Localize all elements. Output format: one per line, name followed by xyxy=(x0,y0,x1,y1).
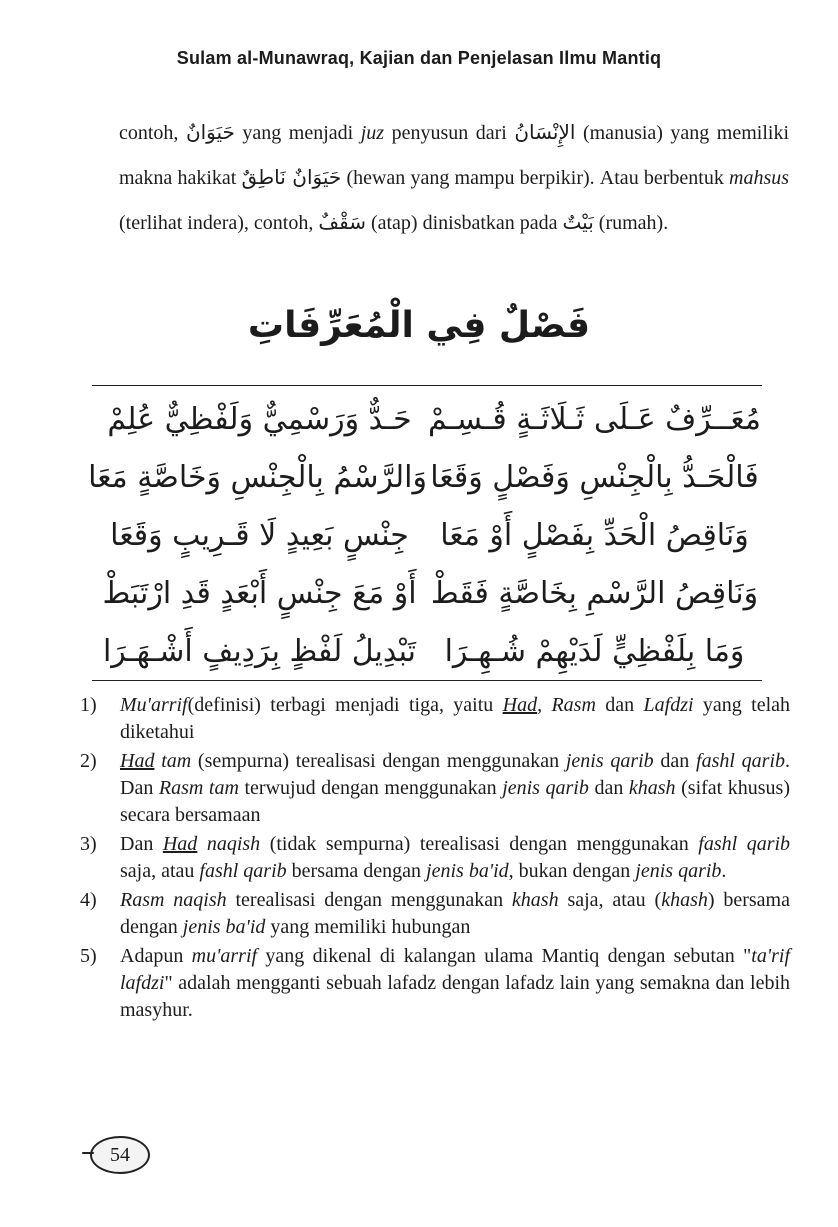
poem-verse xyxy=(92,564,762,622)
verse-right-hemistich: وَمَا بِلَفْظِيٍّ لَدَيْهِمْ شُـهِـرَا xyxy=(444,633,745,669)
italic-term: khash xyxy=(661,889,708,911)
explanation-list xyxy=(80,692,790,1026)
italic-term: Rasm naqish xyxy=(120,889,227,911)
intro-text: yang menjadi xyxy=(242,122,354,144)
poem-top-rule xyxy=(92,385,762,386)
text-run: Adapun xyxy=(120,945,184,967)
list-text xyxy=(120,692,790,746)
poem-bottom-rule xyxy=(92,680,762,681)
text-run: (sempurna) terealisasi dengan menggunakan xyxy=(197,750,560,772)
arabic-term: بَيْتٌ xyxy=(562,210,594,234)
verse-right-hemistich: وَنَاقِصُ الْحَدِّ بِفَصْلٍ أَوْ مَعَا xyxy=(440,517,749,553)
italic-term: fashl qarib xyxy=(698,833,791,855)
text-run: (sifat khusus) secara bersamaan xyxy=(120,777,791,826)
text-run: . xyxy=(721,860,727,882)
intro-text: (terlihat indera), contoh, xyxy=(119,212,314,234)
verse-left-hemistich: أَوْ مَعَ جِنْسٍ أَبْعَدٍ قَدِ ارْتَبَطْ xyxy=(102,575,417,611)
text-run: (definisi) terbagi menjadi tiga, yaitu xyxy=(187,694,494,716)
underlined-term: Had xyxy=(502,694,538,716)
text-run: dan xyxy=(594,777,624,799)
text-run: yang memiliki hubungan xyxy=(270,916,471,938)
italic-term: jenis qarib xyxy=(635,860,722,882)
verse-left-hemistich: حَـدٌّ وَرَسْمِيٌّ وَلَفْظِيٌّ عُلِمْ xyxy=(107,401,412,437)
list-number: 5) xyxy=(80,945,97,967)
text-run: saja, atau ( xyxy=(567,889,662,911)
running-header: Sulam al-Munawraq, Kajian dan Penjelasan Ilmu Mantiq xyxy=(176,48,662,68)
list-number: 2) xyxy=(80,750,97,772)
list-item xyxy=(80,692,790,746)
poem-verse xyxy=(92,390,762,448)
list-item xyxy=(80,887,790,941)
italic-term: naqish xyxy=(206,833,261,855)
poem-verse xyxy=(88,448,762,506)
list-item xyxy=(80,748,790,829)
text-run: Dan xyxy=(120,833,154,855)
text-run: bersama dengan xyxy=(291,860,422,882)
italic-term: khash xyxy=(628,777,676,799)
intro-text: (rumah). xyxy=(598,212,669,234)
italic-term: fashl qarib xyxy=(696,750,785,772)
verse-left-hemistich: وَالرَّسْمُ بِالْجِنْسِ وَخَاصَّةٍ مَعَا xyxy=(88,459,427,495)
poem-verse xyxy=(92,506,762,564)
underlined-term: Had xyxy=(162,833,198,855)
intro-text: contoh, xyxy=(119,122,179,144)
poem-verses xyxy=(88,390,762,680)
text-run: . Dan xyxy=(120,750,790,799)
italic-term: jenis ba'id xyxy=(182,916,266,938)
list-text xyxy=(120,943,790,1024)
text-run: ) bersama dengan xyxy=(120,889,790,938)
list-text xyxy=(120,748,790,829)
arabic-term: سَقْفٌ xyxy=(318,210,366,234)
verse-left-hemistich: جِنْسٍ بَعِيدٍ لَا قَـرِيبٍ وَقَعَا xyxy=(110,517,409,553)
verse-right-hemistich: مُعَــرِّفٌ عَـلَى ثَـلَاثَـةٍ قُـسِـمْ xyxy=(428,401,761,437)
text-run: , xyxy=(537,694,543,716)
text-run: yang telah diketahui xyxy=(120,694,791,743)
verse-right-hemistich: فَالْحَـدُّ بِالْجِنْسِ وَفَصْلٍ وَقَعَا xyxy=(430,459,759,495)
italic-term: Rasm tam xyxy=(158,777,239,799)
text-run: " adalah mengganti sebuah lafadz dengan lafadz lain yang semakna dan lebih masyhur. xyxy=(120,972,790,1021)
italic-term: Rasm xyxy=(551,694,596,716)
text-run: yang dikenal di kalangan ulama Mantiq dengan sebutan " xyxy=(265,945,752,967)
arabic-term: حَيَوَانٌ نَاطِقٌ xyxy=(241,165,342,189)
text-run: terealisasi dengan menggunakan xyxy=(235,889,504,911)
italic-term: ta'rif lafdzi xyxy=(120,945,791,994)
intro-paragraph xyxy=(119,110,789,245)
intro-text: (manusia) yang memiliki makna hakikat xyxy=(119,122,790,189)
page-number xyxy=(90,1136,150,1174)
italic-term: jenis qarib xyxy=(502,777,589,799)
intro-text: penyusun dari xyxy=(391,122,507,144)
italic-term: mu'arrif xyxy=(191,945,258,967)
list-number: 1) xyxy=(80,694,97,716)
italic-term: jenis qarib xyxy=(565,750,654,772)
list-item xyxy=(80,943,790,1024)
verse-left-hemistich: تَبْدِيلُ لَفْظٍ بِرَدِيفٍ أَشْـهَـرَا xyxy=(102,633,417,669)
list-text xyxy=(120,887,790,941)
list-text xyxy=(120,831,790,885)
italic-term: khash xyxy=(511,889,559,911)
italic-term: Lafdzi xyxy=(643,694,694,716)
page-number-text: 54 xyxy=(110,1143,130,1166)
intro-text: (hewan yang mampu berpikir). Atau berbentuk xyxy=(346,167,724,189)
italic-term: tam xyxy=(161,750,192,772)
italic-term: fashl qarib xyxy=(199,860,287,882)
italic-term: Mu'arrif xyxy=(120,694,188,716)
poem-verse xyxy=(92,622,762,680)
text-run: , bukan dengan xyxy=(508,860,631,882)
text-run: dan xyxy=(660,750,690,772)
arabic-term: حَيَوَانٌ xyxy=(185,120,235,144)
intro-text: (atap) dinisbatkan pada xyxy=(370,212,558,234)
text-run: terwujud dengan menggunakan xyxy=(244,777,497,799)
verse-right-hemistich: وَنَاقِصُ الرَّسْمِ بِخَاصَّةٍ فَقَطْ xyxy=(430,575,759,611)
arabic-term: الإِنْسَانُ xyxy=(514,120,576,144)
list-number: 4) xyxy=(80,889,97,911)
intro-italic: juz xyxy=(360,122,385,144)
text-run: (tidak sempurna) terealisasi dengan menggunakan xyxy=(269,833,689,855)
list-item xyxy=(80,831,790,885)
text-run: saja, atau xyxy=(120,860,195,882)
intro-italic: mahsus xyxy=(729,167,790,189)
text-run: dan xyxy=(605,694,635,716)
italic-term: jenis ba'id xyxy=(426,860,509,882)
section-heading: فَصْلٌ فِي الْمُعَرِّفَاتِ xyxy=(247,305,591,346)
list-number: 3) xyxy=(80,833,97,855)
underlined-term: Had xyxy=(120,750,155,772)
